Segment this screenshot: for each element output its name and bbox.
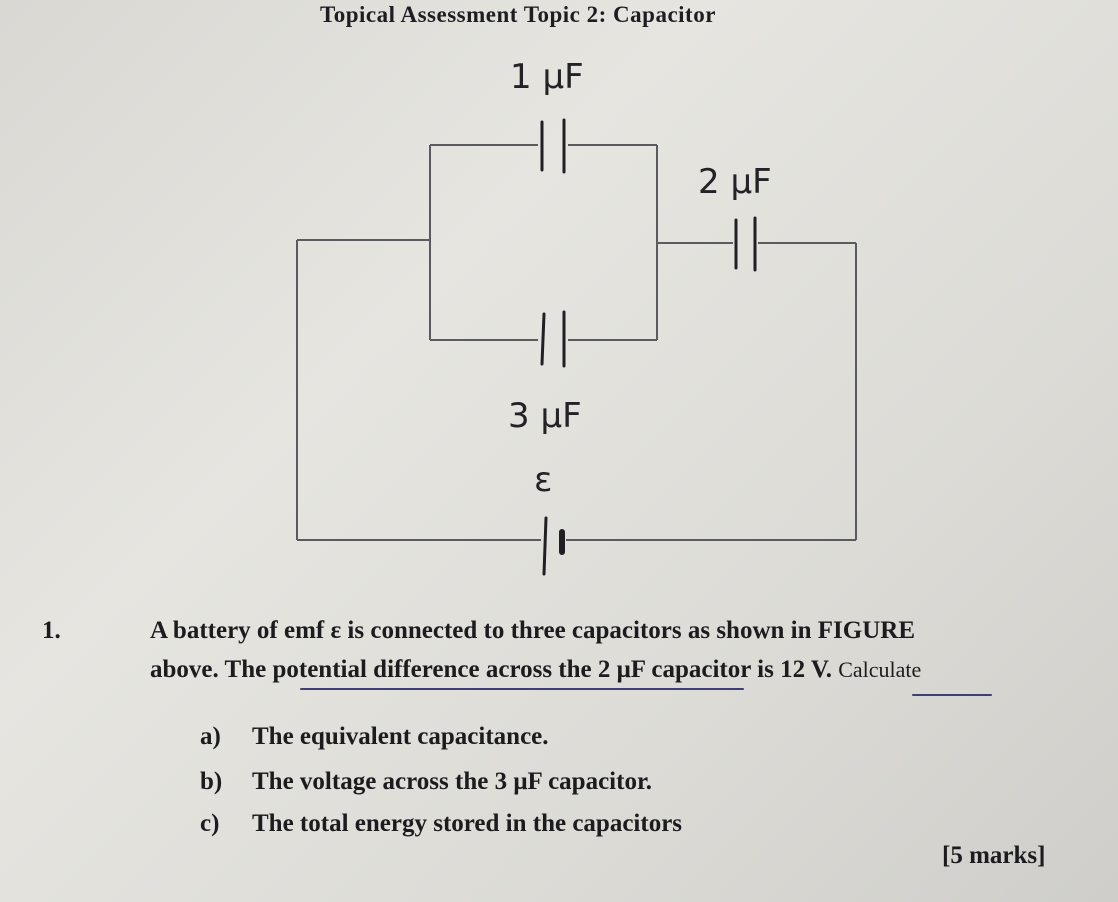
sub-question-c — [200, 810, 682, 838]
sub-question-b-letter: b) — [200, 768, 223, 795]
capacitor-2uf — [736, 218, 755, 270]
question-text-line2 — [150, 656, 921, 684]
sub-question-c-letter: c) — [200, 810, 220, 837]
loop-wire — [297, 240, 856, 540]
question-text-line1: A battery of emf ε is connected to three capacitors as shown in FIGURE — [150, 617, 916, 644]
capacitor-3uf — [542, 312, 564, 366]
pen-underline-potential — [300, 688, 744, 690]
sub-question-a — [200, 723, 549, 751]
label-1uf: 1 μF — [510, 57, 584, 97]
page-title: Topical Assessment Topic 2: Capacitor — [320, 2, 716, 27]
capacitor-1uf — [542, 120, 564, 172]
parallel-branch — [430, 145, 657, 340]
sub-question-b — [200, 768, 652, 796]
battery — [544, 518, 562, 574]
sub-question-a-letter: a) — [200, 723, 221, 750]
sub-question-c-text: The total energy stored in the capacitors — [252, 810, 683, 837]
label-emf: ε — [534, 460, 553, 500]
label-3uf: 3 μF — [508, 396, 582, 436]
label-2uf: 2 μF — [698, 162, 772, 202]
question-calculate: Calculate — [838, 657, 922, 682]
series-branch — [657, 243, 856, 540]
question-number: 1. — [42, 617, 61, 644]
marks-label: [5 marks] — [942, 842, 1046, 869]
question-text-line2-main: above. The potential difference across the 2 μF capacitor is 12 V. — [150, 656, 832, 683]
sub-question-a-text: The equivalent capacitance. — [252, 723, 549, 750]
pen-underline-voltage — [912, 694, 992, 696]
sub-question-b-text: The voltage across the 3 μF capacitor. — [252, 768, 652, 795]
